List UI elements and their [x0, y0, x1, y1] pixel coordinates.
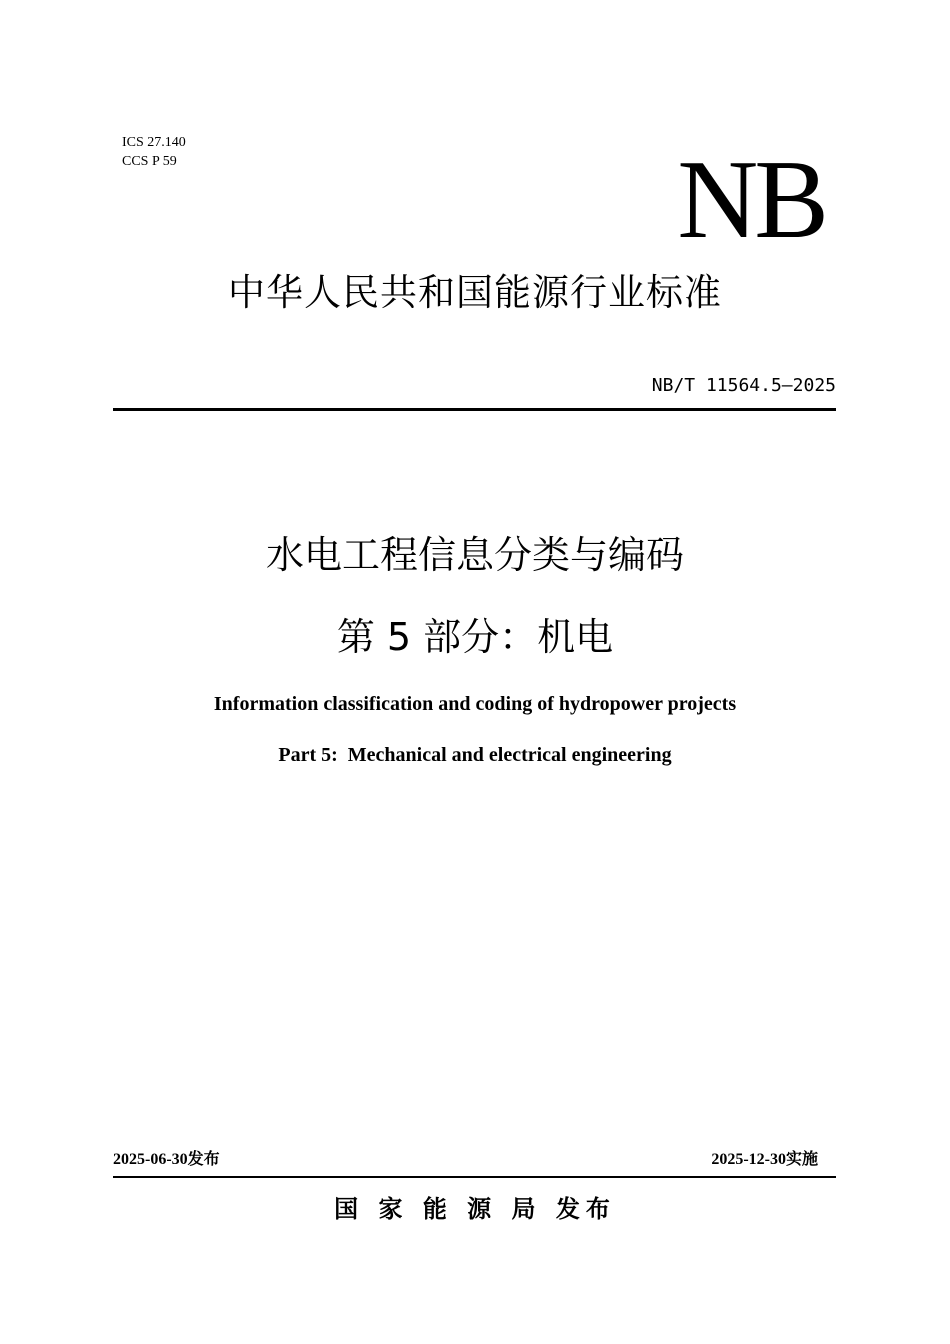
- nb-logo: NB: [677, 138, 825, 262]
- ccs-code: CCS P 59: [122, 154, 177, 169]
- title-english-main: Information classification and coding of hydropower projects: [213, 693, 737, 715]
- title-chinese-main: 水电工程信息分类与编码: [265, 533, 684, 577]
- standard-category: 中华人民共和国能源行业标准: [228, 271, 722, 314]
- bottom-divider: [113, 1176, 836, 1178]
- classification-codes: [122, 133, 186, 171]
- title-chinese-part: 第 5 部分：机电: [336, 615, 614, 659]
- title-english-part: Part 5: Mechanical and electrical engineering: [278, 744, 672, 766]
- standard-number: NB/T 11564.5—2025: [651, 375, 836, 396]
- top-divider: [113, 408, 836, 411]
- implementation-date: 2025-12-30实施: [711, 1151, 818, 1168]
- publisher: 国 家 能 源 局 发布: [334, 1195, 616, 1223]
- ics-code: ICS 27.140: [122, 135, 186, 150]
- issue-date: 2025-06-30发布: [113, 1151, 220, 1168]
